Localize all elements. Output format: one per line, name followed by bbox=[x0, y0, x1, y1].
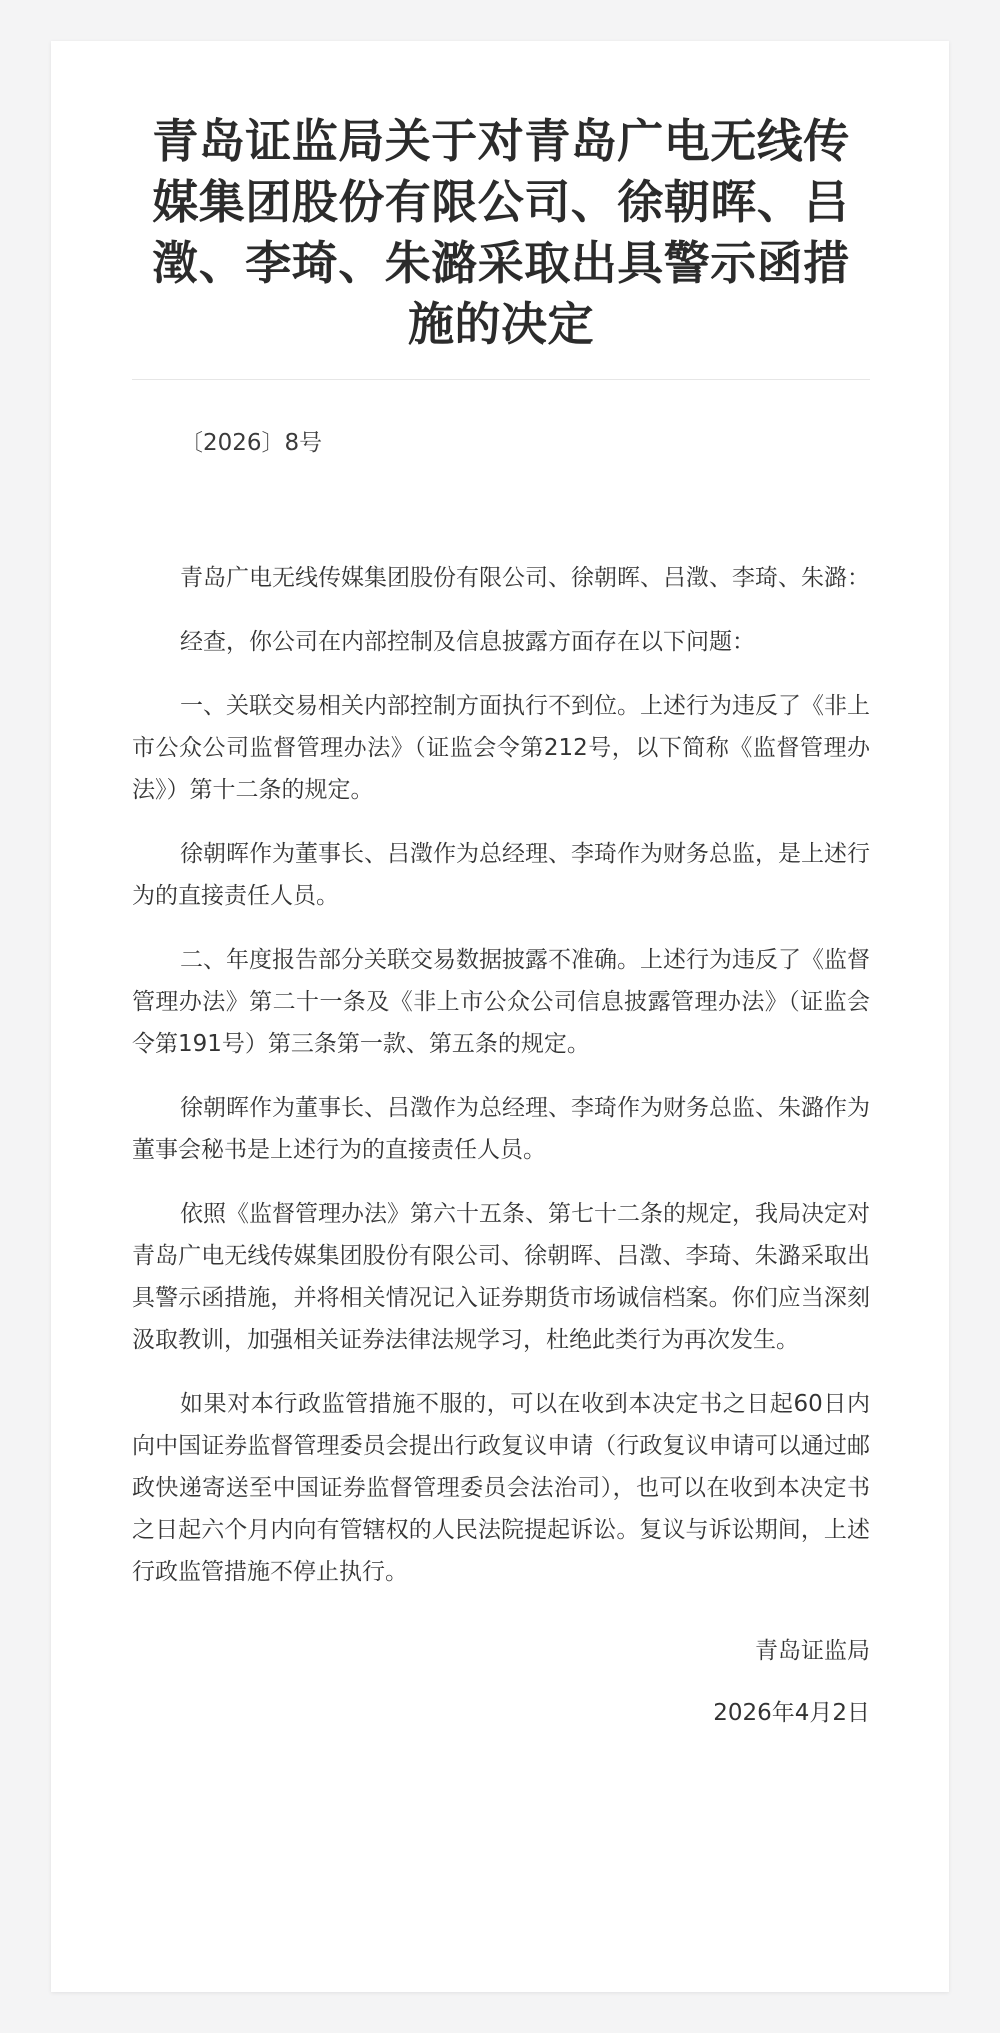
body-paragraph: 一、关联交易相关内部控制方面执行不到位。上述行为违反了《非上市公众公司监督管理办法》（证监会令第212号，以下简称《监督管理办法》）第十二条的规定。 bbox=[132, 693, 870, 803]
document-title: 青岛证监局关于对青岛广电无线传媒集团股份有限公司、徐朝晖、吕澂、李琦、朱潞采取出具警示函措施的决定 bbox=[132, 111, 870, 380]
addressee-paragraph: 青岛广电无线传媒集团股份有限公司、徐朝晖、吕澂、李琦、朱潞： bbox=[180, 565, 870, 591]
body-paragraph: 经查，你公司在内部控制及信息披露方面存在以下问题： bbox=[180, 629, 755, 655]
body-paragraph: 徐朝晖作为董事长、吕澂作为总经理、李琦作为财务总监、朱潞作为董事会秘书是上述行为的直接责任人员。 bbox=[132, 1095, 870, 1163]
document-content bbox=[132, 41, 870, 1729]
issuing-authority: 青岛证监局 bbox=[755, 1638, 870, 1664]
body-paragraph: 徐朝晖作为董事长、吕澂作为总经理、李琦作为财务总监，是上述行为的直接责任人员。 bbox=[132, 841, 870, 909]
body-paragraph: 依照《监督管理办法》第六十五条、第七十二条的规定，我局决定对青岛广电无线传媒集团股份有限公司、徐朝晖、吕澂、李琦、朱潞采取出具警示函措施，并将相关情况记入证券期货市场诚信档案。你们应当深刻汲取教训，加强相关证券法律法规学习，杜绝此类行为再次发生。 bbox=[132, 1201, 870, 1353]
document-page bbox=[51, 41, 949, 1992]
issue-date: 2026年4月2日 bbox=[713, 1700, 870, 1726]
document-number: 〔2026〕8号 bbox=[180, 430, 323, 456]
body-paragraph: 二、年度报告部分关联交易数据披露不准确。上述行为违反了《监督管理办法》第二十一条及《非上市公众公司信息披露管理办法》（证监会令第191号）第三条第一款、第五条的规定。 bbox=[132, 947, 870, 1057]
body-paragraph: 如果对本行政监管措施不服的，可以在收到本决定书之日起60日内向中国证券监督管理委员会提出行政复议申请（行政复议申请可以通过邮政快递寄送至中国证券监督管理委员会法治司），也可以在收到本决定书之日起六个月内向有管辖权的人民法院提起诉讼。复议与诉讼期间，上述行政监管措施不停止执行。 bbox=[132, 1391, 870, 1585]
